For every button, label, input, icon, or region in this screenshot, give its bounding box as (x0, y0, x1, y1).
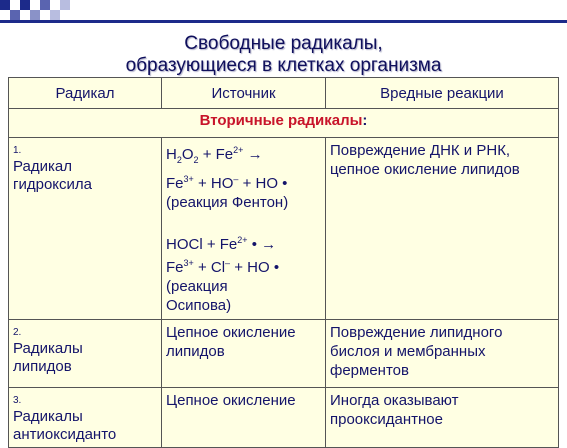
fenton-note: (реакция Фентон) (166, 194, 289, 211)
harm-cell: Иногда оказывают прооксидантное (326, 388, 559, 448)
osipov-line-2: $Fe^{3+} + Cl^-$ + HO • (166, 258, 280, 276)
fenton-line-1: $H_2O_2 + Fe^{2+}$ → (166, 145, 263, 165)
section-label: Вторичные радикалы (199, 112, 363, 129)
table-row (9, 388, 559, 448)
harm-cell: Повреждение ДНК и РНК, цепное окисление липидов (326, 138, 559, 320)
radical-name: Радикал гидроксила (13, 158, 92, 193)
section-colon: : (362, 112, 368, 129)
table-row (9, 138, 559, 320)
section-cell (9, 109, 559, 138)
title-line-1: Свободные радикалы, (184, 33, 383, 54)
decorative-checker-bar (0, 0, 70, 20)
title-line-2: образующиеся в клетках организма (125, 55, 442, 76)
section-row (9, 109, 559, 138)
page-title (0, 33, 567, 77)
osipov-line-1: HOCl + $Fe^{2+}$ • → (166, 235, 277, 253)
header-source: Источник (162, 78, 326, 109)
row-number: 2. (13, 327, 22, 338)
radicals-table (8, 77, 559, 448)
osipov-note-2: Осипова) (166, 297, 232, 314)
source-cell: Цепное окисление (162, 388, 326, 448)
row-number: 1. (13, 145, 22, 156)
radical-name: Радикалы липидов (13, 340, 83, 375)
header-harm: Вредные реакции (326, 78, 559, 109)
radical-name: Радикалы антиоксиданто (13, 408, 117, 443)
table-row (9, 320, 559, 388)
radical-cell (9, 320, 162, 388)
header-radical: Радикал (9, 78, 162, 109)
radical-cell (9, 138, 162, 320)
source-cell: Цепное окисление липидов (162, 320, 326, 388)
harm-cell: Повреждение липидного бислоя и мембранных ферментов (326, 320, 559, 388)
header-row (9, 78, 559, 109)
row-number: 3. (13, 395, 22, 406)
osipov-note-1: (реакция (166, 278, 228, 295)
radical-cell (9, 388, 162, 448)
top-divider (0, 20, 567, 23)
fenton-line-2: $Fe^{3+} + HO^-$ + HO • (166, 174, 288, 192)
source-cell (162, 138, 326, 320)
